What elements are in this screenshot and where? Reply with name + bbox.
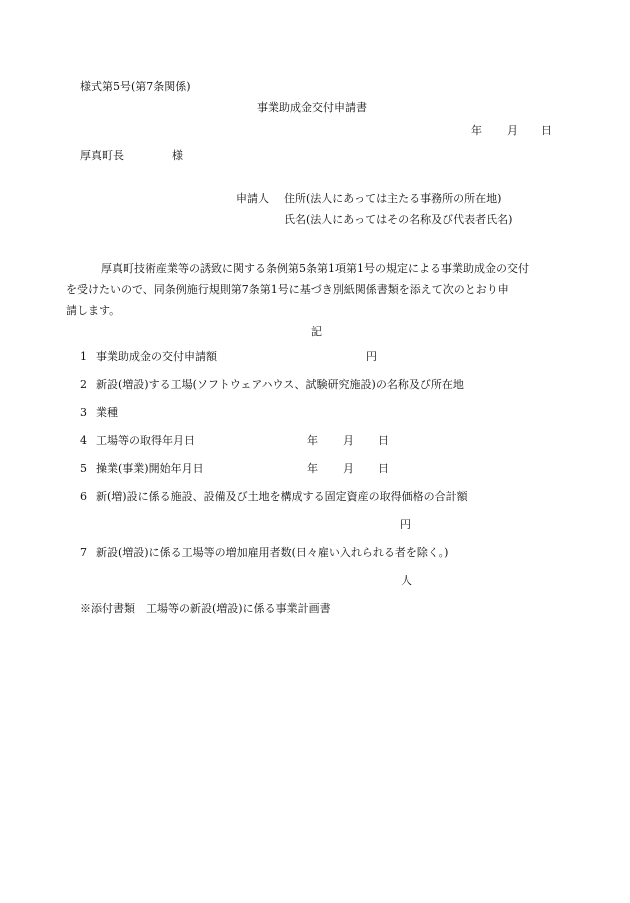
item-number: 6 (80, 490, 87, 503)
item-day: 日 (378, 462, 389, 475)
item-number: 3 (80, 406, 87, 419)
item-unit: 人 (401, 574, 412, 587)
date-month: 月 (507, 124, 518, 137)
item-label: 新設(増設)に係る工場等の増加雇用者数(日々雇い入れられる者を除く。) (96, 546, 449, 559)
applicant-name: 氏名(法人にあってはその名称及び代表者氏名) (284, 213, 513, 226)
applicant-label: 申請人 (236, 192, 269, 205)
form-title: 事業助成金交付申請書 (257, 101, 367, 114)
body-line (66, 300, 556, 321)
body-line: 厚真町技術産業等の誘致に関する条例第5条第1項第1号の規定による事業助成金の交付 (101, 262, 529, 275)
item-label: 事業助成金の交付申請額 (96, 350, 217, 363)
addressee-name: 厚真町長 (80, 149, 124, 162)
item-number: 5 (80, 462, 87, 475)
item-year: 年 (307, 462, 318, 475)
item-unit: 円 (400, 518, 411, 531)
item-day: 日 (378, 434, 389, 447)
date-day: 日 (541, 124, 552, 137)
body-line-text: 請します。 (66, 304, 121, 317)
addressee-honorific: 様 (172, 149, 183, 162)
item-year: 年 (307, 434, 318, 447)
item-label: 業種 (96, 406, 118, 419)
item-unit: 円 (366, 350, 377, 363)
item-label: 新設(増設)する工場(ソフトウェアハウス、試験研究施設)の名称及び所在地 (96, 378, 464, 391)
date-year: 年 (471, 124, 482, 137)
body-line-text: を受けたいので、同条例施行規則第7条第1号に基づき別紙関係書類を添えて次のとおり申 (66, 283, 509, 296)
item-number: 7 (80, 546, 87, 559)
item-month: 月 (343, 462, 354, 475)
item-label: 新(増)設に係る施設、設備及び土地を構成する固定資産の取得価格の合計額 (96, 490, 468, 503)
form-number: 様式第5号(第7条関係) (80, 80, 191, 93)
attachment-note: ※添付書類 工場等の新設(増設)に係る事業計画書 (80, 602, 331, 615)
item-number: 1 (80, 350, 87, 363)
ki-marker: 記 (311, 325, 322, 338)
body-line (59, 279, 556, 300)
application-body (66, 258, 556, 321)
item-label: 工場等の取得年月日 (96, 434, 195, 447)
item-month: 月 (343, 434, 354, 447)
item-number: 4 (80, 434, 87, 447)
item-label: 操業(事業)開始年月日 (96, 462, 204, 475)
applicant-address: 住所(法人にあっては主たる事務所の所在地) (284, 192, 502, 205)
item-number: 2 (80, 378, 87, 391)
